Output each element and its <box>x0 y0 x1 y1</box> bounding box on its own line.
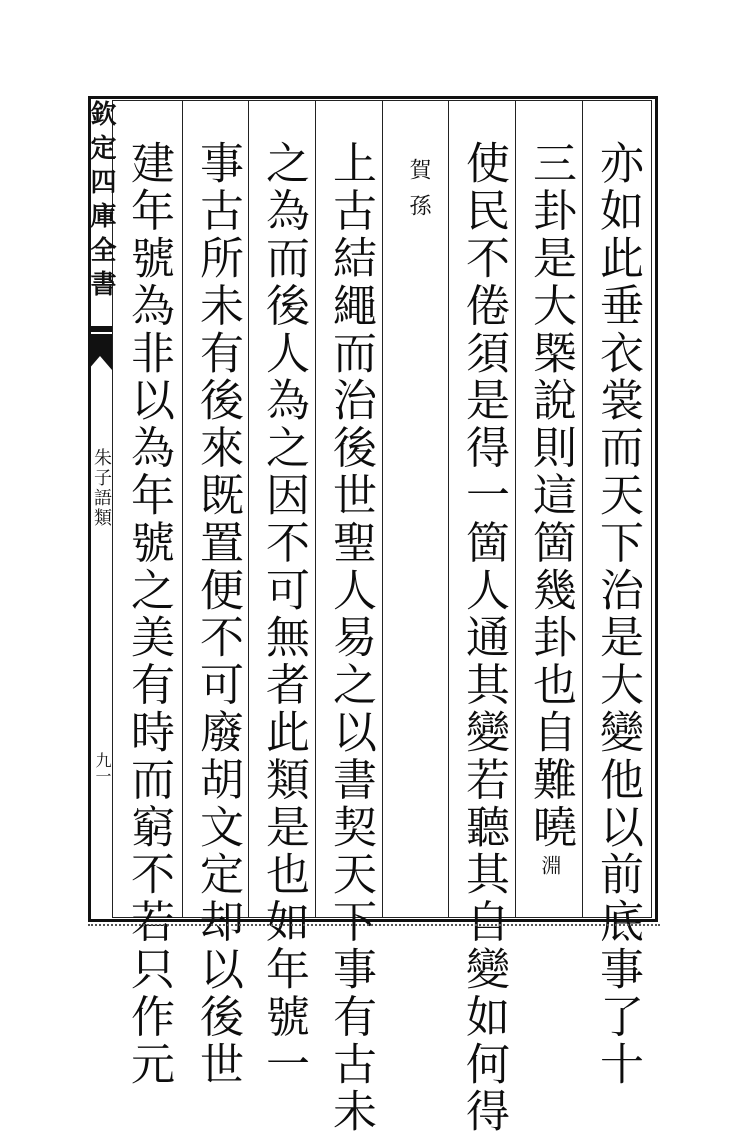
column-divider <box>315 100 316 918</box>
text-column-3 <box>451 140 515 1135</box>
column-divider <box>182 100 183 918</box>
text-column-1 <box>585 140 649 1088</box>
column-text: 事古所未有後來既置便不可廢胡文定却以後世 <box>192 140 243 1088</box>
bottom-edge <box>88 924 660 929</box>
text-column-6 <box>251 140 315 1088</box>
margin-book-name: 朱子語類 <box>91 448 112 528</box>
column-text: 亦如此垂衣裳而天下治是大變他以前底事了十 <box>592 140 643 1088</box>
text-column-5 <box>318 140 382 1135</box>
text-column-7 <box>185 140 249 1088</box>
margin-book-title: 欽定四庫全書 <box>86 100 116 304</box>
column-text: 使民不倦須是得一箇人通其變若聽其自變如何得 <box>458 140 509 1135</box>
column-text: 三卦是大槩說則這箇幾卦也自難曉 <box>525 140 576 851</box>
column-annotation: 賀孫 <box>406 158 431 230</box>
column-divider <box>515 100 516 918</box>
column-divider <box>582 100 583 918</box>
fish-tail-mark <box>88 326 112 372</box>
column-text: 之為而後人為之因不可無者此類是也如年號一 <box>258 140 309 1088</box>
column-annotation: 淵 <box>538 855 562 883</box>
column-text: 建年號為非以為年號之美有時而窮不若只作元 <box>123 140 174 1088</box>
column-text: 上古結繩而治後世聖人易之以書契天下事有古未 <box>325 140 376 1135</box>
text-column-2 <box>518 140 582 910</box>
margin-page-number: 九一 <box>93 752 112 784</box>
column-divider <box>382 100 383 918</box>
text-column-4 <box>386 158 450 928</box>
text-column-8 <box>116 140 180 1088</box>
